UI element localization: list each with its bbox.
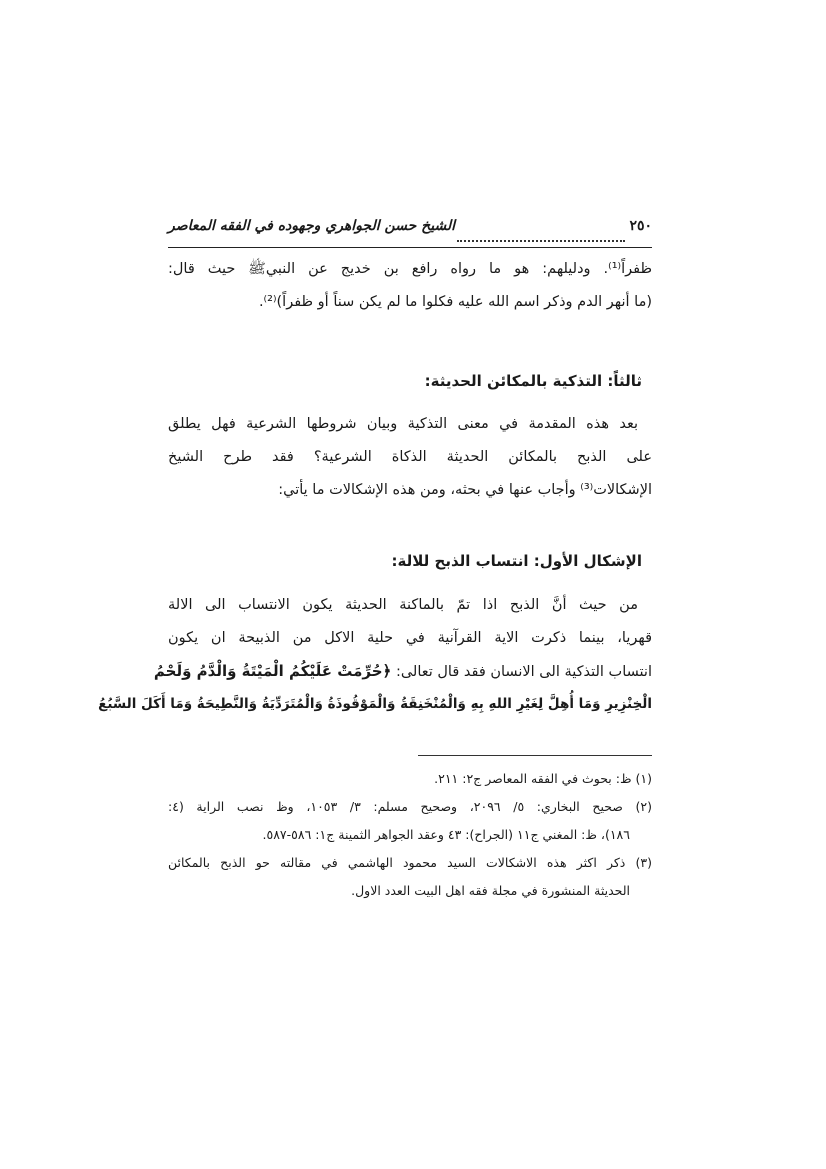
intro-line: (ما أنهر الدم وذكر اسم الله عليه فكلوا ما لم يكن سناً أو ظفراً)⁽²⁾. bbox=[258, 294, 652, 310]
footnotes bbox=[168, 765, 652, 905]
running-header bbox=[168, 218, 652, 246]
intro-line: ظفراً⁽¹⁾. ودليلهم: هو ما رواه رافع بن خديج عن النبيﷺ حيث قال: bbox=[168, 261, 652, 277]
paragraph-line: الإشكالات⁽³⁾ وأجاب عنها في بحثه، ومن هذه الإشكالات ما يأتي: bbox=[278, 482, 652, 498]
footnote-rule bbox=[418, 755, 652, 756]
footnote-1: (١) ظ: بحوث في الفقه المعاصر ج٢: ٢١١. bbox=[434, 771, 652, 786]
problem-paragraph bbox=[98, 589, 652, 721]
header-rule bbox=[168, 247, 652, 248]
footnote-2: (٢) صحيح البخاري: ٥/ ٢٠٩٦، وصحيح مسلم: ٣/ ١٠٥٣، وظ نصب الراية (٤: ١٨٦)، ظ: المغني ج١١ (الجراح): ٤٣ وعقد الجواهر الثمينة ج١: ٥٨٦-٥٨٧. bbox=[168, 799, 653, 842]
intro-paragraph bbox=[168, 253, 652, 319]
footnote-3: (٣) ذكر اكثر هذه الاشكالات السيد محمود الهاشمي في مقالته حو الذبح بالمكائن الحديثة المنشورة في مجلة فقه اهل البيت العدد الاول. bbox=[168, 855, 652, 898]
paragraph-line: قهريا، بينما ذكرت الاية القرآنية في حلية الاكل من الذبيحة ان يكون bbox=[168, 630, 652, 646]
section-heading: ثالثاً: التذكية بالمكائن الحديثة: bbox=[424, 372, 642, 390]
problem-heading: الإشكال الأول: انتساب الذبح للالة: bbox=[391, 552, 642, 570]
paragraph-line: على الذبح بالمكائن الحديثة الذكاة الشرعية؟ فقد طرح الشيخ bbox=[168, 449, 652, 465]
section-paragraph bbox=[168, 408, 652, 507]
quran-verse: ﴿حُرِّمَتْ عَلَيْكُمُ الْمَيْتَةُ وَالْدَّمُ وَلَحْمُ bbox=[153, 662, 392, 680]
header-dot-leader bbox=[457, 240, 625, 242]
quote-intro: انتساب التذكية الى الانسان فقد قال تعالى: bbox=[395, 664, 652, 680]
paragraph-line: بعد هذه المقدمة في معنى التذكية وبيان شروطها الشرعية فهل يطلق bbox=[168, 416, 638, 432]
book-page bbox=[98, 0, 653, 1169]
page-number: ٢٥٠ bbox=[629, 218, 652, 234]
quran-verse-line: الْخِنْزِيرِ وَمَا أُهِلَّ لِغَيْرِ اللهِ بِهِ وَالْمُنْخَنِقَةُ وَالْمَوْقُوذَةُ وَالْمُتَرَدِّيَةُ وَالنَّطِيحَةُ وَمَا أَكَلَ السَّبُعُ bbox=[98, 696, 652, 712]
paragraph-line bbox=[153, 655, 652, 688]
paragraph-line: من حيث أنَّ الذبح اذا تمّ بالماكنة الحديثة يكون الانتساب الى الالة bbox=[168, 597, 638, 613]
running-title: الشيخ حسن الجواهري وجهوده في الفقه المعاصر bbox=[168, 218, 456, 234]
